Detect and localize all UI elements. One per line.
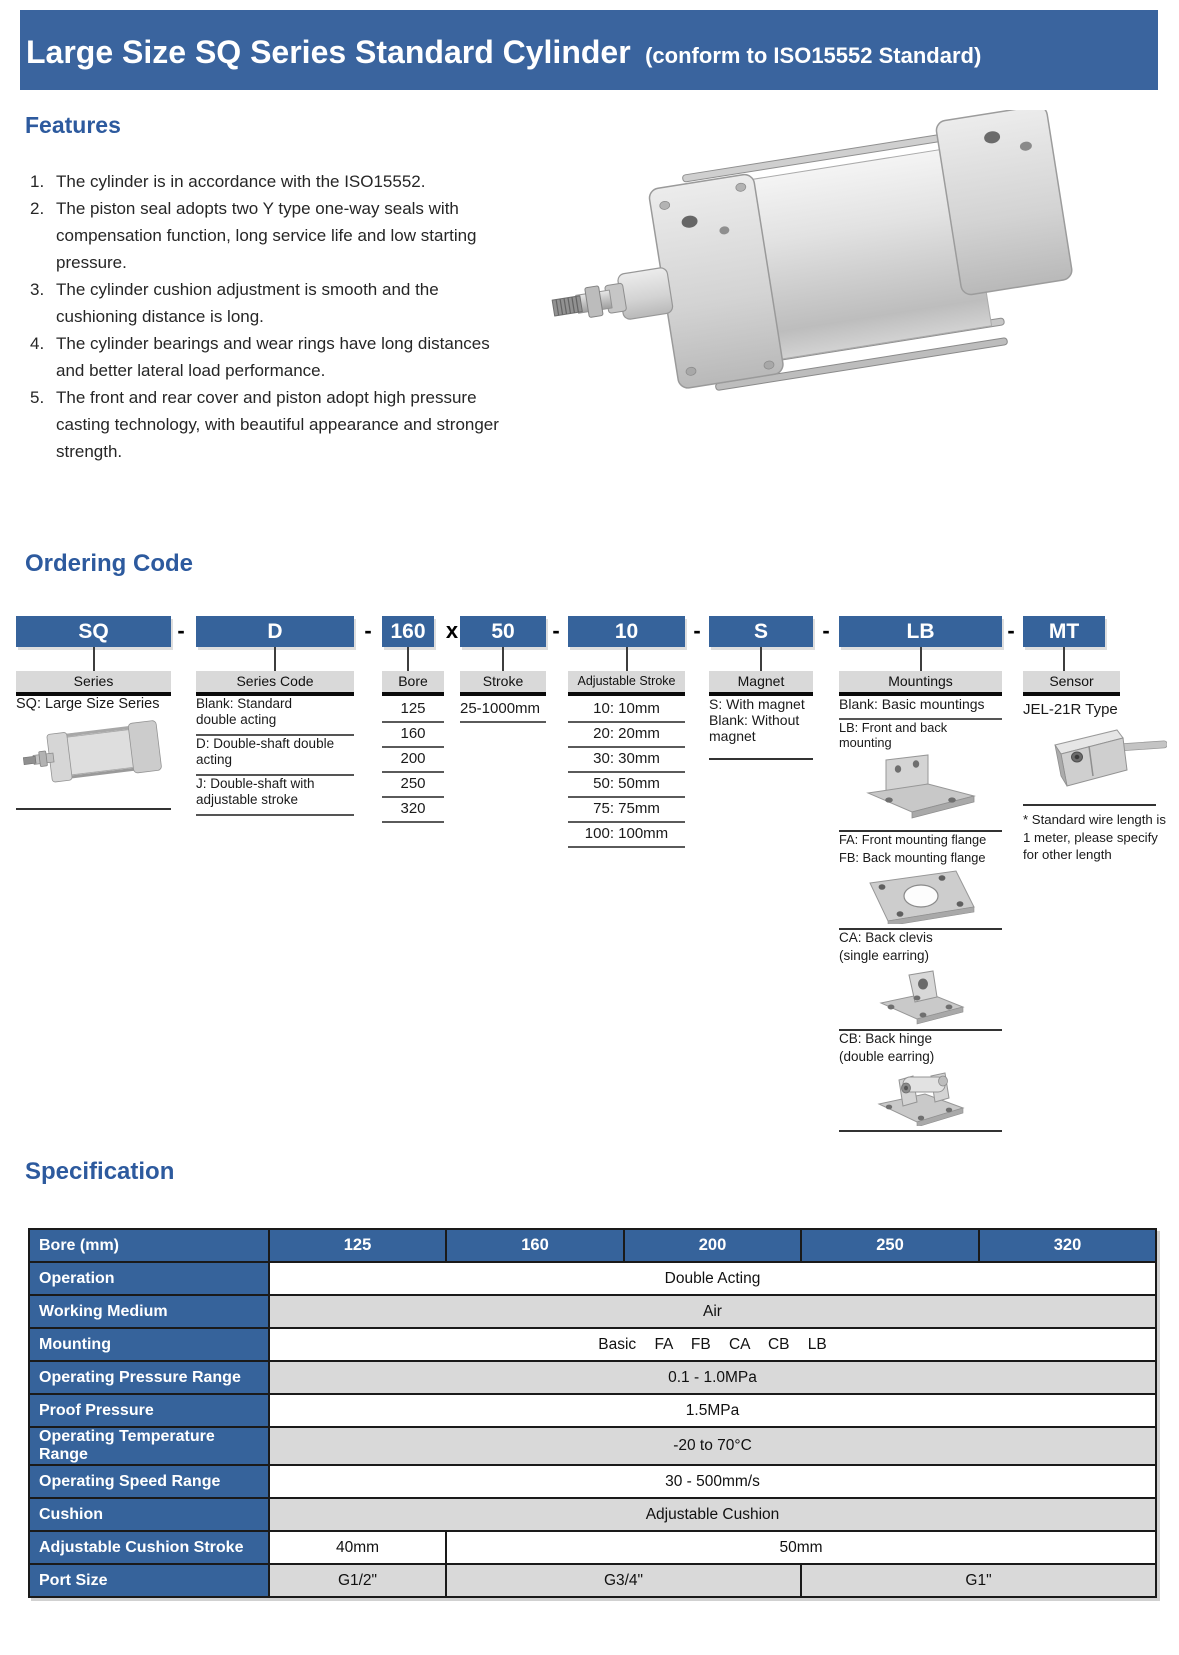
spec-row-adjustable-cushion: [29, 1531, 1156, 1564]
ordering-column-sensor: [1023, 616, 1173, 864]
ordering-column-series: [16, 616, 171, 810]
row-value: G3/4": [446, 1564, 801, 1597]
code-separator: -: [693, 618, 701, 643]
code-separator: -: [364, 618, 372, 643]
column-header-bore: Bore: [382, 671, 444, 696]
list-number: 5.: [30, 388, 45, 407]
item-line: Blank: Standard: [196, 696, 293, 711]
ordering-item: FB: Back mounting flange: [839, 850, 986, 865]
ordering-item: [709, 712, 813, 744]
ordering-column-magnet: [709, 616, 813, 760]
feature-item: [30, 195, 508, 276]
feature-text: The cylinder is in accordance with the ISO15552.: [56, 172, 426, 191]
row-value: Adjustable Cushion: [269, 1498, 1156, 1531]
code-separator: -: [1007, 618, 1015, 643]
feature-item: [30, 384, 508, 465]
row-value: Basic FA FB CA CB LB: [269, 1328, 1156, 1361]
bore-column-header: 125: [269, 1229, 446, 1262]
connector-line: [274, 647, 276, 671]
spec-row: [29, 1328, 1156, 1361]
feature-item: [30, 330, 508, 384]
divider-line: [1023, 804, 1156, 806]
item-line: adjustable stroke: [196, 792, 299, 807]
spec-row: [29, 1262, 1156, 1295]
bore-column-header: 160: [446, 1229, 624, 1262]
row-label: Adjustable Cushion Stroke: [29, 1531, 269, 1564]
adjustable-stroke-option: 30: 30mm: [568, 748, 685, 773]
row-label: Mounting: [29, 1328, 269, 1361]
spec-row: [29, 1465, 1156, 1498]
divider-line: [839, 1130, 1002, 1132]
connector-line: [760, 647, 762, 671]
ordering-item: FA: Front mounting flange: [839, 832, 987, 847]
code-box-mountings: LB: [839, 616, 1002, 647]
adjustable-stroke-option: 75: 75mm: [568, 798, 685, 823]
pneumatic-cylinder-image: [550, 110, 1095, 445]
bore-option: 250: [382, 773, 444, 798]
bore-column-header: 200: [624, 1229, 801, 1262]
divider-line: [16, 808, 171, 810]
row-label: Working Medium: [29, 1295, 269, 1328]
ordering-item: (single earring): [839, 948, 930, 963]
bore-option: 320: [382, 798, 444, 823]
row-label: Operating Pressure Range: [29, 1361, 269, 1394]
foot-bracket-image: [862, 754, 980, 820]
bore-option: 160: [382, 723, 444, 748]
row-value: 40mm: [269, 1531, 446, 1564]
column-header-series-code: Series Code: [196, 671, 354, 696]
list-number: 2.: [30, 199, 45, 218]
ordering-item: LB: Front and back mounting: [839, 720, 948, 750]
page-title: Large Size SQ Series Standard Cylinder: [26, 34, 631, 70]
row-label: Operating Temperature Range: [29, 1427, 269, 1465]
spec-row-bore: [29, 1229, 1156, 1262]
bore-column-header: 250: [801, 1229, 979, 1262]
connector-line: [1063, 647, 1065, 671]
bore-option: 125: [382, 698, 444, 723]
column-header-stroke: Stroke: [460, 671, 546, 696]
sensor-note: for other length: [1023, 847, 1112, 862]
ordering-column-stroke: [460, 616, 546, 723]
spec-row: [29, 1361, 1156, 1394]
item-line: D: Double-shaft double: [196, 736, 335, 751]
column-header-series: Series: [16, 671, 171, 696]
row-value: G1": [801, 1564, 1156, 1597]
column-header-adjustable-stroke: Adjustable Stroke: [568, 671, 685, 696]
ordering-column-bore: [382, 616, 444, 823]
features-heading: Features: [25, 112, 121, 138]
list-number: 3.: [30, 280, 45, 299]
specification-table: [28, 1228, 1157, 1598]
feature-text: The front and rear cover and piston adopt high pressure casting technology, with beautiful appearance and stronger strength.: [56, 388, 499, 461]
back-clevis-image: [873, 967, 969, 1025]
feature-text: The cylinder bearings and wear rings have long distances and better lateral load performance.: [56, 334, 490, 380]
title-banner: [20, 10, 1158, 90]
row-label: Cushion: [29, 1498, 269, 1531]
code-box-sensor: MT: [1023, 616, 1105, 647]
row-value: 30 - 500mm/s: [269, 1465, 1156, 1498]
connector-line: [920, 647, 922, 671]
code-box-series: SQ: [16, 616, 171, 647]
row-label: Proof Pressure: [29, 1394, 269, 1427]
bore-option: 200: [382, 748, 444, 773]
spec-row: [29, 1394, 1156, 1427]
code-box-adjustable-stroke: 10: [568, 616, 685, 647]
spec-row-port-size: [29, 1564, 1156, 1597]
connector-line: [407, 647, 409, 671]
column-header-magnet: Magnet: [709, 671, 813, 696]
divider-line: [709, 758, 813, 760]
connector-line: [626, 647, 628, 671]
mounting-flange-image: [858, 869, 984, 924]
ordering-item: [196, 776, 354, 816]
code-separator: -: [822, 618, 830, 643]
row-value: Double Acting: [269, 1262, 1156, 1295]
stroke-range: 25-1000mm: [460, 698, 546, 723]
code-separator: -: [177, 618, 185, 643]
small-cylinder-image: [19, 716, 169, 786]
column-header-sensor: Sensor: [1023, 671, 1120, 696]
row-label: Port Size: [29, 1564, 269, 1597]
connector-line: [93, 647, 95, 671]
connector-line: [502, 647, 504, 671]
ordering-heading: Ordering Code: [25, 550, 194, 577]
feature-text: The piston seal adopts two Y type one-way seals with compensation function, long service life and low starting pressure.: [56, 199, 477, 272]
code-box-series-code: D: [196, 616, 354, 647]
spec-row: [29, 1295, 1156, 1328]
row-value: 0.1 - 1.0MPa: [269, 1361, 1156, 1394]
code-box-magnet: S: [709, 616, 813, 647]
item-line: magnet: [709, 728, 756, 744]
ordering-item: JEL-21R Type: [1023, 701, 1118, 718]
column-header-mountings: Mountings: [839, 671, 1002, 696]
row-value: Air: [269, 1295, 1156, 1328]
feature-item: [30, 276, 508, 330]
row-value: 50mm: [446, 1531, 1156, 1564]
product-photo: [550, 110, 1095, 445]
magnetic-sensor-image: [1027, 724, 1167, 800]
row-value: G1/2": [269, 1564, 446, 1597]
features-list: [30, 168, 500, 465]
ordering-column-series-code: [196, 616, 354, 816]
item-line: acting: [196, 752, 233, 767]
sensor-note: 1 meter, please specify: [1023, 829, 1158, 845]
feature-item: [30, 168, 508, 195]
ordering-item: (double earring): [839, 1049, 935, 1064]
row-value: -20 to 70°C: [269, 1427, 1156, 1465]
feature-text: The cylinder cushion adjustment is smooth and the cushioning distance is long.: [56, 280, 439, 326]
ordering-item: [196, 696, 354, 736]
spec-row: [29, 1427, 1156, 1465]
code-box-stroke: 50: [460, 616, 546, 647]
ordering-item: CB: Back hinge: [839, 1031, 933, 1046]
adjustable-stroke-option: 50: 50mm: [568, 773, 685, 798]
adjustable-stroke-option: 10: 10mm: [568, 698, 685, 723]
row-value: 1.5MPa: [269, 1394, 1156, 1427]
ordering-column-adjustable-stroke: [568, 616, 685, 848]
page-title-suffix: (conform to ISO15552 Standard): [645, 43, 982, 68]
specification-heading: Specification: [25, 1158, 175, 1185]
adjustable-stroke-option: 100: 100mm: [568, 823, 685, 848]
list-number: 4.: [30, 334, 45, 353]
row-label: Operation: [29, 1262, 269, 1295]
item-line: J: Double-shaft with: [196, 776, 315, 791]
ordering-item: CA: Back clevis: [839, 930, 933, 945]
adjustable-stroke-option: 20: 20mm: [568, 723, 685, 748]
ordering-item: [196, 736, 354, 776]
code-separator: -: [552, 618, 560, 643]
row-label: Bore (mm): [29, 1229, 269, 1262]
sensor-note: * Standard wire length is: [1023, 812, 1166, 827]
code-box-bore: 160: [382, 616, 434, 647]
ordering-item: S: With magnet: [709, 696, 805, 712]
item-line: Blank: Without: [709, 712, 800, 728]
spec-row: [29, 1498, 1156, 1531]
bore-column-header: 320: [979, 1229, 1156, 1262]
ordering-column-mountings: [839, 616, 1002, 1132]
item-line: double acting: [196, 712, 277, 727]
code-separator-x: x: [445, 618, 459, 643]
back-hinge-image: [873, 1068, 969, 1126]
ordering-item: Blank: Basic mountings: [839, 696, 1002, 720]
row-label: Operating Speed Range: [29, 1465, 269, 1498]
ordering-item: SQ: Large Size Series: [16, 696, 160, 712]
list-number: 1.: [30, 172, 45, 191]
